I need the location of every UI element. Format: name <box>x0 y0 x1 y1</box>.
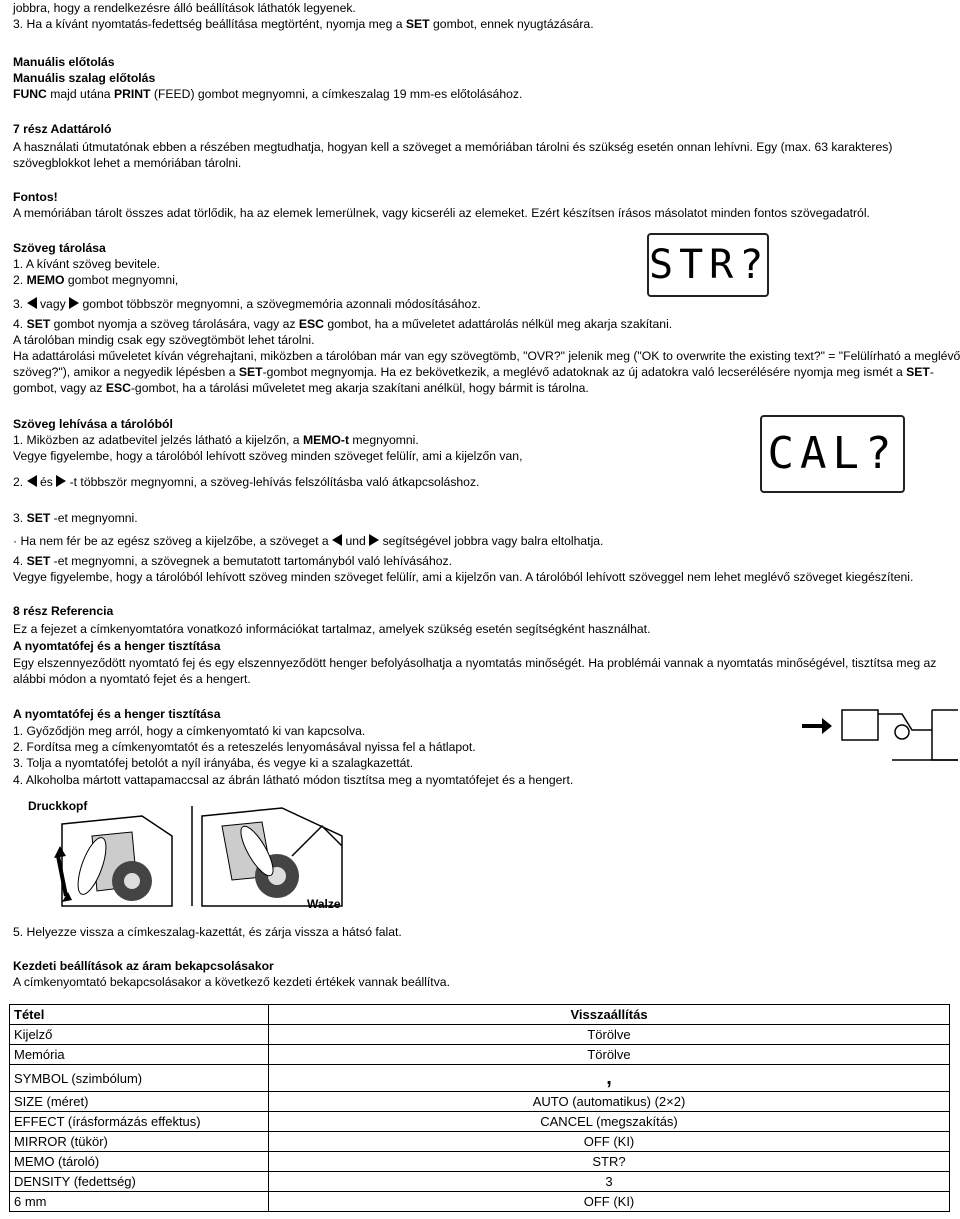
text-line: · Ha nem fér be az egész szöveg a kijelzőbe, a szöveget a und segítségével jobbra vagy balra eltolhatja. <box>13 534 604 548</box>
text-line: alábbi módon a nyomtató fejet és a hengert. <box>13 672 251 686</box>
figure-label-printhead: Druckkopf <box>28 799 88 813</box>
section-heading: 7 rész Adattároló <box>13 122 112 136</box>
text-line: 3. vagy gombot többször megnyomni, a szövegmemória azonnali módosításához. <box>13 297 481 311</box>
text-line: szöveg?"), amikor a negyedik lépésben a SET-gombot megnyomja. Ha ez bekövetkezik, a meglévő adatoknak az új adatokra való lecserélésére nyomja meg ismét a SET- <box>13 365 934 379</box>
text-line: 2. Fordítsa meg a címkenyomtatót és a reteszelés lenyomásával nyissa fel a hátlapot. <box>13 740 476 754</box>
initial-settings-table <box>9 1004 950 1212</box>
text-line: gombot, vagy az ESC-gombot, ha a tárolási műveletet meg akarja szakítani anélkül, hogy bármit is tárolna. <box>13 381 589 395</box>
text-line: FUNC majd utána PRINT (FEED) gombot megnyomni, a címkeszalag 19 mm-es előtolásához. <box>13 87 523 101</box>
table-row <box>10 1172 950 1192</box>
text-line: 3. SET -et megnyomni. <box>13 511 138 525</box>
left-arrow-icon <box>27 297 37 309</box>
table-cell: OFF (KI) <box>269 1132 950 1152</box>
table-cell: EFFECT (írásformázás effektus) <box>10 1112 269 1132</box>
text-line: Ez a fejezet a címkenyomtatóra vonatkozó információkat tartalmaz, amelyek szükség esetén segítségként használhat. <box>13 622 651 636</box>
table-cell: Törölve <box>269 1025 950 1045</box>
text-line: 3. Ha a kívánt nyomtatás-fedettség beállítása megtörtént, nyomja meg a SET gombot, ennek nyugtázására. <box>13 17 594 31</box>
text-line: A címkenyomtató bekapcsolásakor a következő kezdeti értékek vannak beállítva. <box>13 975 450 989</box>
table-row <box>10 1112 950 1132</box>
table-cell: , <box>269 1065 950 1092</box>
table-cell: Memória <box>10 1045 269 1065</box>
text-line: Vegye figyelembe, hogy a tárolóból lehívott szöveg minden szöveget felülír, ami a kijelzőn van. A tárolóból lehívott szöveggel nem lehet meglévő szöveget kiegészíteni. <box>13 570 914 584</box>
table-row <box>10 1092 950 1112</box>
column-header-item: Tétel <box>10 1005 269 1025</box>
right-arrow-icon <box>369 534 379 546</box>
table-cell: Törölve <box>269 1045 950 1065</box>
table-cell: Kijelző <box>10 1025 269 1045</box>
warning-heading: Fontos! <box>13 190 58 204</box>
push-arrow-icon <box>802 718 832 734</box>
left-arrow-icon <box>332 534 342 546</box>
text-line: szövegblokkot lehet a memóriában tárolni. <box>13 156 242 170</box>
printer-illustration <box>782 700 958 930</box>
text-line: 1. Győződjön meg arról, hogy a címkenyomtató ki van kapcsolva. <box>13 724 366 738</box>
table-row <box>10 1045 950 1065</box>
column-header-reset: Visszaállítás <box>269 1005 950 1025</box>
table-cell: AUTO (automatikus) (2×2) <box>269 1092 950 1112</box>
table-cell: 3 <box>269 1172 950 1192</box>
text-line: 4. Alkoholba mártott vattapamaccsal az ábrán látható módon tisztítsa meg a nyomtatófejet és a hengert. <box>13 773 574 787</box>
text-line: 2. és -t többször megnyomni, a szöveg-lehívás felszólításba való átkapcsoláshoz. <box>13 475 480 489</box>
table-cell: OFF (KI) <box>269 1192 950 1212</box>
text-line: A használati útmutatónak ebben a részében megtudhatja, hogyan kell a szöveget a memóriában tárolni és szükség esetén onnan lehívni. Egy (max. 63 karakteres) <box>13 140 893 154</box>
left-arrow-icon <box>27 475 37 487</box>
table-cell: SIZE (méret) <box>10 1092 269 1112</box>
text-line: 4. SET gombot nyomja a szöveg tárolására, vagy az ESC gombot, ha a műveletet adattárolás nélkül meg akarja szakítani. <box>13 317 673 331</box>
lcd-display-str: STR? <box>647 233 769 297</box>
section-subheading: A nyomtatófej és a henger tisztítása <box>13 707 221 721</box>
table-cell: SYMBOL (szimbólum) <box>10 1065 269 1092</box>
table-cell: CANCEL (megszakítás) <box>269 1112 950 1132</box>
figure-label-roller: Walze <box>307 897 341 911</box>
text-line: 1. Miközben az adatbevitel jelzés látható a kijelzőn, a MEMO-t megnyomni. <box>13 433 419 447</box>
cleaning-illustration <box>22 796 362 914</box>
section-heading: Szöveg lehívása a tárolóból <box>13 417 173 431</box>
table-row <box>10 1132 950 1152</box>
text-line: 5. Helyezze vissza a címkeszalag-kazettát, és zárja vissza a hátsó falat. <box>13 925 402 939</box>
lcd-display-cal: CAL? <box>760 415 905 493</box>
table-row <box>10 1192 950 1212</box>
table-header-row <box>10 1005 950 1025</box>
section-subheading: Manuális szalag előtolás <box>13 71 156 85</box>
section-heading: Szöveg tárolása <box>13 241 106 255</box>
text-line: 1. A kívánt szöveg bevitele. <box>13 257 161 271</box>
table-cell: MEMO (tároló) <box>10 1152 269 1172</box>
text-line: Ha adattárolási műveletet kíván végrehajtani, miközben a tárolóban már van egy szövegtömb, "OVR?" jelenik meg ("OK to overwrite the existing text?" = "Felülírható a meglévő <box>13 349 960 363</box>
text-line: 4. SET -et megnyomni, a szövegnek a bemutatott tartományból való lehívásához. <box>13 554 452 568</box>
text-line: Vegye figyelembe, hogy a tárolóból lehívott szöveg minden szöveget felülír, ami a kijelzőn van, <box>13 449 523 463</box>
table-row <box>10 1152 950 1172</box>
table-cell: DENSITY (fedettség) <box>10 1172 269 1192</box>
text-line: A memóriában tárolt összes adat törlődik, ha az elemek lemerülnek, vagy kicseréli az elemeket. Ezért készítsen írásos másolatot minden fontos szövegadatról. <box>13 206 870 220</box>
text-line: A tárolóban mindig csak egy szövegtömböt lehet tárolni. <box>13 333 315 347</box>
section-heading: Manuális előtolás <box>13 55 115 69</box>
section-subheading: A nyomtatófej és a henger tisztítása <box>13 639 221 653</box>
text-line: 3. Tolja a nyomtatófej betolót a nyíl irányába, és vegye ki a szalagkazettát. <box>13 756 414 770</box>
text-line: jobbra, hogy a rendelkezésre álló beállítások láthatók legyenek. <box>13 1 356 15</box>
text-line: Egy elszennyeződött nyomtató fej és egy elszennyeződött henger befolyásolhatja a nyomtatás minőségét. Ha problémái vannak a nyomtatás minőségével, tisztítsa meg az <box>13 656 937 670</box>
table-cell: STR? <box>269 1152 950 1172</box>
table-row <box>10 1065 950 1092</box>
table-row <box>10 1025 950 1045</box>
section-heading: 8 rész Referencia <box>13 604 114 618</box>
right-arrow-icon <box>69 297 79 309</box>
table-cell: MIRROR (tükör) <box>10 1132 269 1152</box>
right-arrow-icon <box>56 475 66 487</box>
text-line: 2. MEMO gombot megnyomni, <box>13 273 179 287</box>
table-cell: 6 mm <box>10 1192 269 1212</box>
section-subheading: Kezdeti beállítások az áram bekapcsolásakor <box>13 959 274 973</box>
